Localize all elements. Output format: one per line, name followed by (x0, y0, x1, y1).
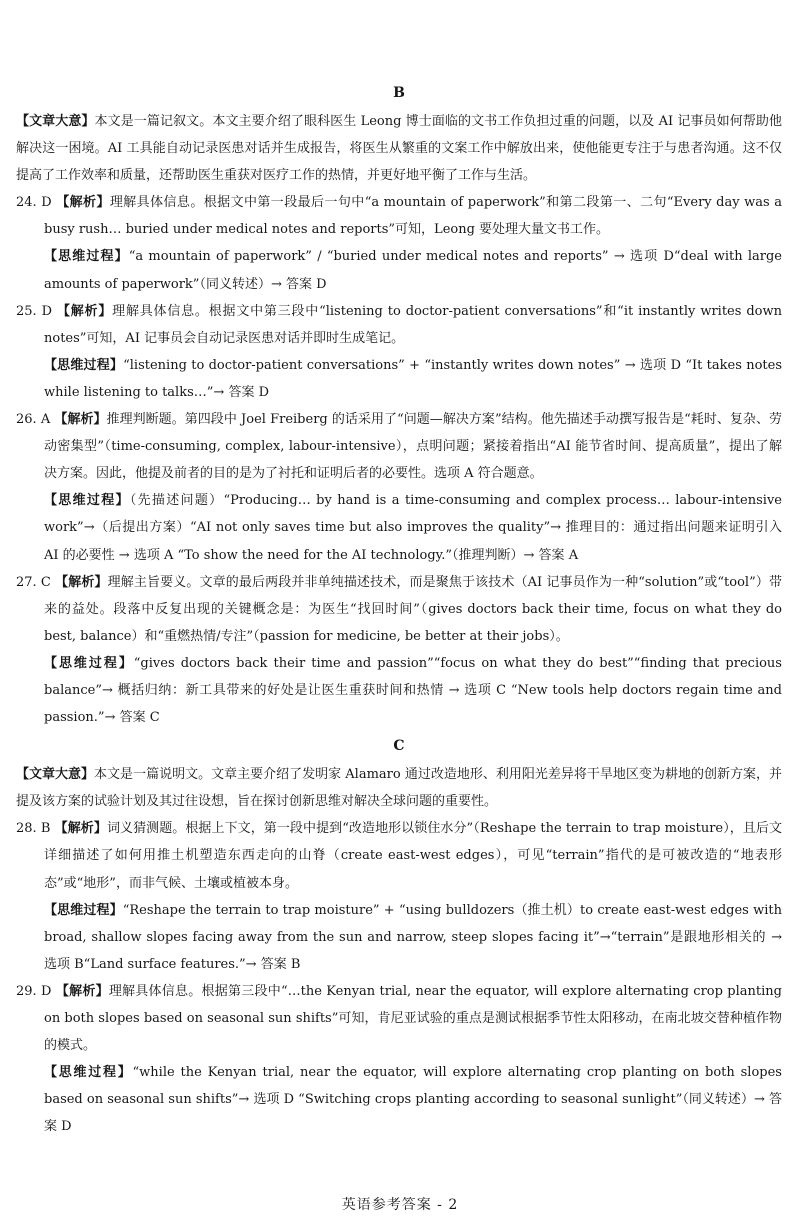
analysis-label: 【解析】 (55, 574, 108, 590)
question-number: 28. B (16, 821, 51, 837)
summary-label: 【文章大意】 (16, 114, 95, 129)
thinking-label: 【思维过程】 (44, 655, 134, 671)
thinking-text: “listening to doctor-patient conversations” + “instantly writes down notes” → 选项 D “It takes notes while listening to talks…”→ 答案 D (44, 357, 782, 400)
question-24-thinking (16, 243, 782, 297)
analysis-label: 【解析】 (56, 195, 110, 211)
thinking-text: “gives doctors back their time and passion”“focus on what they do best”“finding that precious balance”→ 概括归纳：新工具带来的好处是让医生重获时间和热情 → 选项 C “New tools help doctors regain time and passion.”→ 答案 C (44, 655, 782, 726)
thinking-label: 【思维过程】 (44, 357, 124, 373)
question-29-thinking (16, 1059, 782, 1140)
thinking-label: 【思维过程】 (44, 493, 130, 509)
page-footer: 英语参考答案 - 2 (341, 1197, 459, 1213)
analysis-text: 理解具体信息。根据第三段中“…the Kenyan trial, near the equator, will explore alternating crop planting on both slopes based on seasonal sun shifts”可知，肯尼亚试验的重点是测试根据季节性太阳移动，在南北坡交替种植作物的模式。 (44, 983, 782, 1054)
analysis-text: 词义猜测题。根据上下文，第一段中提到“改造地形以锁住水分”（Reshape the terrain to trap moisture），且后文详细描述了如何用推土机塑造东西走向的山脊（create east-west edges），可见“terrain”指代的是可被改造的“地表形态”或“地形”，而非气候、土壤或植被本身。 (44, 821, 782, 891)
question-26-thinking (16, 487, 782, 568)
analysis-text: 理解具体信息。根据文中第三段中“listening to doctor-patient conversations”和“it instantly writes down notes”可知，AI 记事员会自动记录医患对话并即时生成笔记。 (44, 303, 782, 346)
question-26-analysis (16, 406, 782, 487)
thinking-text: “a mountain of paperwork” / “buried under medical notes and reports” → 选项 D“deal with large amounts of paperwork”（同义转述）→ 答案 D (44, 249, 782, 292)
question-number: 25. D (16, 303, 53, 319)
thinking-label: 【思维过程】 (44, 902, 123, 918)
question-27-thinking (16, 650, 782, 731)
summary-label: 【文章大意】 (16, 767, 95, 783)
section-heading-c: C (393, 738, 405, 755)
thinking-label: 【思维过程】 (44, 249, 129, 265)
analysis-text: 推理判断题。第四段中 Joel Freiberg 的话采用了“问题—解决方案”结构。他先描述手动撰写报告是“耗时、复杂、劳动密集型”（time-consuming, complex, labour-intensive），点明问题；紧接着指出“AI 能节省时间、提高质量”，提出了解决方案。因此，他提及前者的目的是为了衬托和证明后者的必要性。选项 A 符合题意。 (44, 412, 782, 482)
summary-text: 本文是一篇说明文。文章主要介绍了发明家 Alamaro 通过改造地形、利用阳光差异将干旱地区变为耕地的创新方案，并提及该方案的试验计划及其过往设想，旨在探讨创新思维对解决全球问题的重要性。 (16, 767, 782, 810)
question-number: 29. D (16, 983, 52, 999)
article-summary-c (16, 761, 782, 815)
question-28-thinking (16, 897, 782, 978)
thinking-text: （先描述问题）“Producing… by hand is a time-consuming and complex process… labour-intensive work”→（后提出方案）“AI not only saves time but also improves the quality”→ 推理目的：通过指出问题来证明引入 AI 的必要性 → 选项 A “To show the need for the AI technology.”（推理判断）→ 答案 A (44, 493, 782, 563)
article-summary-b (16, 108, 782, 189)
question-number: 26. A (16, 412, 51, 428)
question-25-analysis (16, 298, 782, 352)
section-heading-b: B (393, 85, 405, 101)
analysis-label: 【解析】 (55, 983, 109, 999)
question-24-analysis (16, 189, 782, 243)
question-28-analysis (16, 815, 782, 896)
analysis-label: 【解析】 (54, 412, 107, 428)
analysis-text: 理解具体信息。根据文中第一段最后一句中“a mountain of paperwork”和第二段第一、二句“Every day was a busy rush… buried under medical notes and reports”可知，Leong 要处理大量文书工作。 (44, 195, 782, 238)
analysis-label: 【解析】 (54, 821, 107, 837)
question-number: 24. D (16, 195, 52, 211)
question-29-analysis (16, 978, 782, 1059)
summary-text: 本文是一篇记叙文。本文主要介绍了眼科医生 Leong 博士面临的文书工作负担过重的问题，以及 AI 记事员如何帮助他解决这一困境。AI 工具能自动记录医患对话并生成报告，将医生从繁重的文案工作中解放出来，使他能更专注于与患者沟通。这不仅提高了工作效率和质量，还帮助医生重获对医疗工作的热情，并更好地平衡了工作与生活。 (16, 114, 782, 184)
question-25-thinking (16, 352, 782, 406)
analysis-label: 【解析】 (56, 303, 113, 319)
analysis-text: 理解主旨要义。文章的最后两段并非单纯描述技术，而是聚焦于该技术（AI 记事员作为一种“solution”或“tool”）带来的益处。段落中反复出现的关键概念是：为医生“找回时间”（gives doctors back their time, focus on what they do best, balance）和“重燃热情/专注”（passion for medicine, be better at their jobs）。 (44, 574, 782, 644)
question-27-analysis (16, 569, 782, 650)
question-number: 27. C (16, 574, 51, 590)
thinking-text: “while the Kenyan trial, near the equator, will explore alternating crop planting on both slopes based on seasonal sun shifts”→ 选项 D “Switching crops planting according to seasonal sunlight”（同义转述）→ 答案 D (44, 1065, 782, 1135)
thinking-label: 【思维过程】 (44, 1065, 133, 1081)
thinking-text: “Reshape the terrain to trap moisture” + “using bulldozers（推土机）to create east-west edges with broad, shallow slopes facing away from the sun and narrow, steep slopes facing it”→“terrain”是跟地形相关的 → 选项 B“Land surface features.”→ 答案 B (44, 902, 782, 972)
